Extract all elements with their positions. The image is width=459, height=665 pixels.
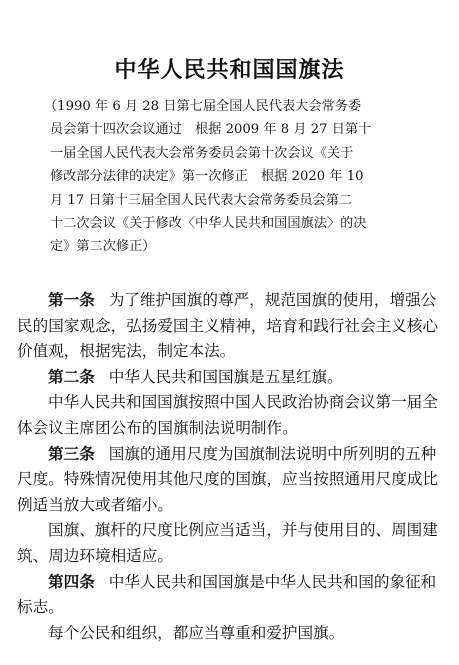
article-3-line: 尺度。特殊情况使用其他尺度的国旗，应当按照通用尺度成比 — [17, 470, 439, 489]
article-1-label: 第一条 — [48, 291, 95, 309]
article-2-line — [17, 365, 447, 391]
articles-body — [17, 288, 447, 646]
article-4-label: 第四条 — [48, 572, 95, 591]
preamble-line: 一届全国人民代表大会常务委员会第十次会议《关于 — [50, 145, 354, 161]
article-4-line — [17, 570, 447, 596]
legislative-history — [44, 95, 432, 259]
article-2-label: 第二条 — [48, 367, 95, 386]
article-1-line: 民的国家观念，弘扬爱国主义精神，培育和践行社会主义核心 — [17, 316, 439, 335]
article-2-text: 中华人民共和国国旗是五星红旗。 — [108, 367, 343, 386]
article-4-paragraph-line: 每个公民和组织，都应当尊重和爱护国旗。 — [48, 623, 345, 642]
document-title: 中华人民共和国国旗法 — [114, 58, 345, 83]
article-2-paragraph-line: 体会议主席团公布的国旗制法说明制作。 — [17, 418, 298, 437]
preamble-line: 员会第十四次会议通过 根据 2009 年 8 月 27 日第十 — [50, 122, 372, 138]
article-3-paragraph-line: 国旗、旗杆的尺度比例应当适当，并与使用目的、周围建 — [48, 521, 438, 540]
article-2-paragraph-line: 中华人民共和国国旗按照中国人民政治协商会议第一届全 — [48, 393, 438, 412]
preamble-line: 月 17 日第十三届全国人民代表大会常务委员会第二 — [50, 192, 353, 208]
article-3-label: 第三条 — [48, 444, 95, 463]
article-3-text: 国旗的通用尺度为国旗制法说明中所列明的五种 — [108, 444, 437, 463]
article-3-line: 例适当放大或者缩小。 — [17, 495, 173, 514]
article-3-paragraph-line: 筑、周边环境相适应。 — [17, 546, 173, 565]
article-1-line — [17, 288, 447, 314]
article-3-line — [17, 442, 447, 468]
preamble-line: （1990 年 6 月 28 日第七届全国人民代表大会常务委 — [44, 99, 362, 114]
article-4-text: 中华人民共和国国旗是中华人民共和国的象征和 — [108, 572, 437, 591]
article-4-line: 标志。 — [17, 598, 64, 617]
preamble-line: 十二次会议《关于修改〈中华人民共和国国旗法〉的决 — [50, 216, 367, 232]
preamble-line: 修改部分法律的决定》第一次修正 根据 2020 年 10 — [50, 169, 364, 185]
article-1-line: 价值观，根据宪法，制定本法。 — [17, 342, 236, 361]
preamble-line: 定》第二次修正） — [50, 239, 156, 255]
article-1-text: 为了维护国旗的尊严，规范国旗的使用，增强公 — [108, 291, 437, 309]
